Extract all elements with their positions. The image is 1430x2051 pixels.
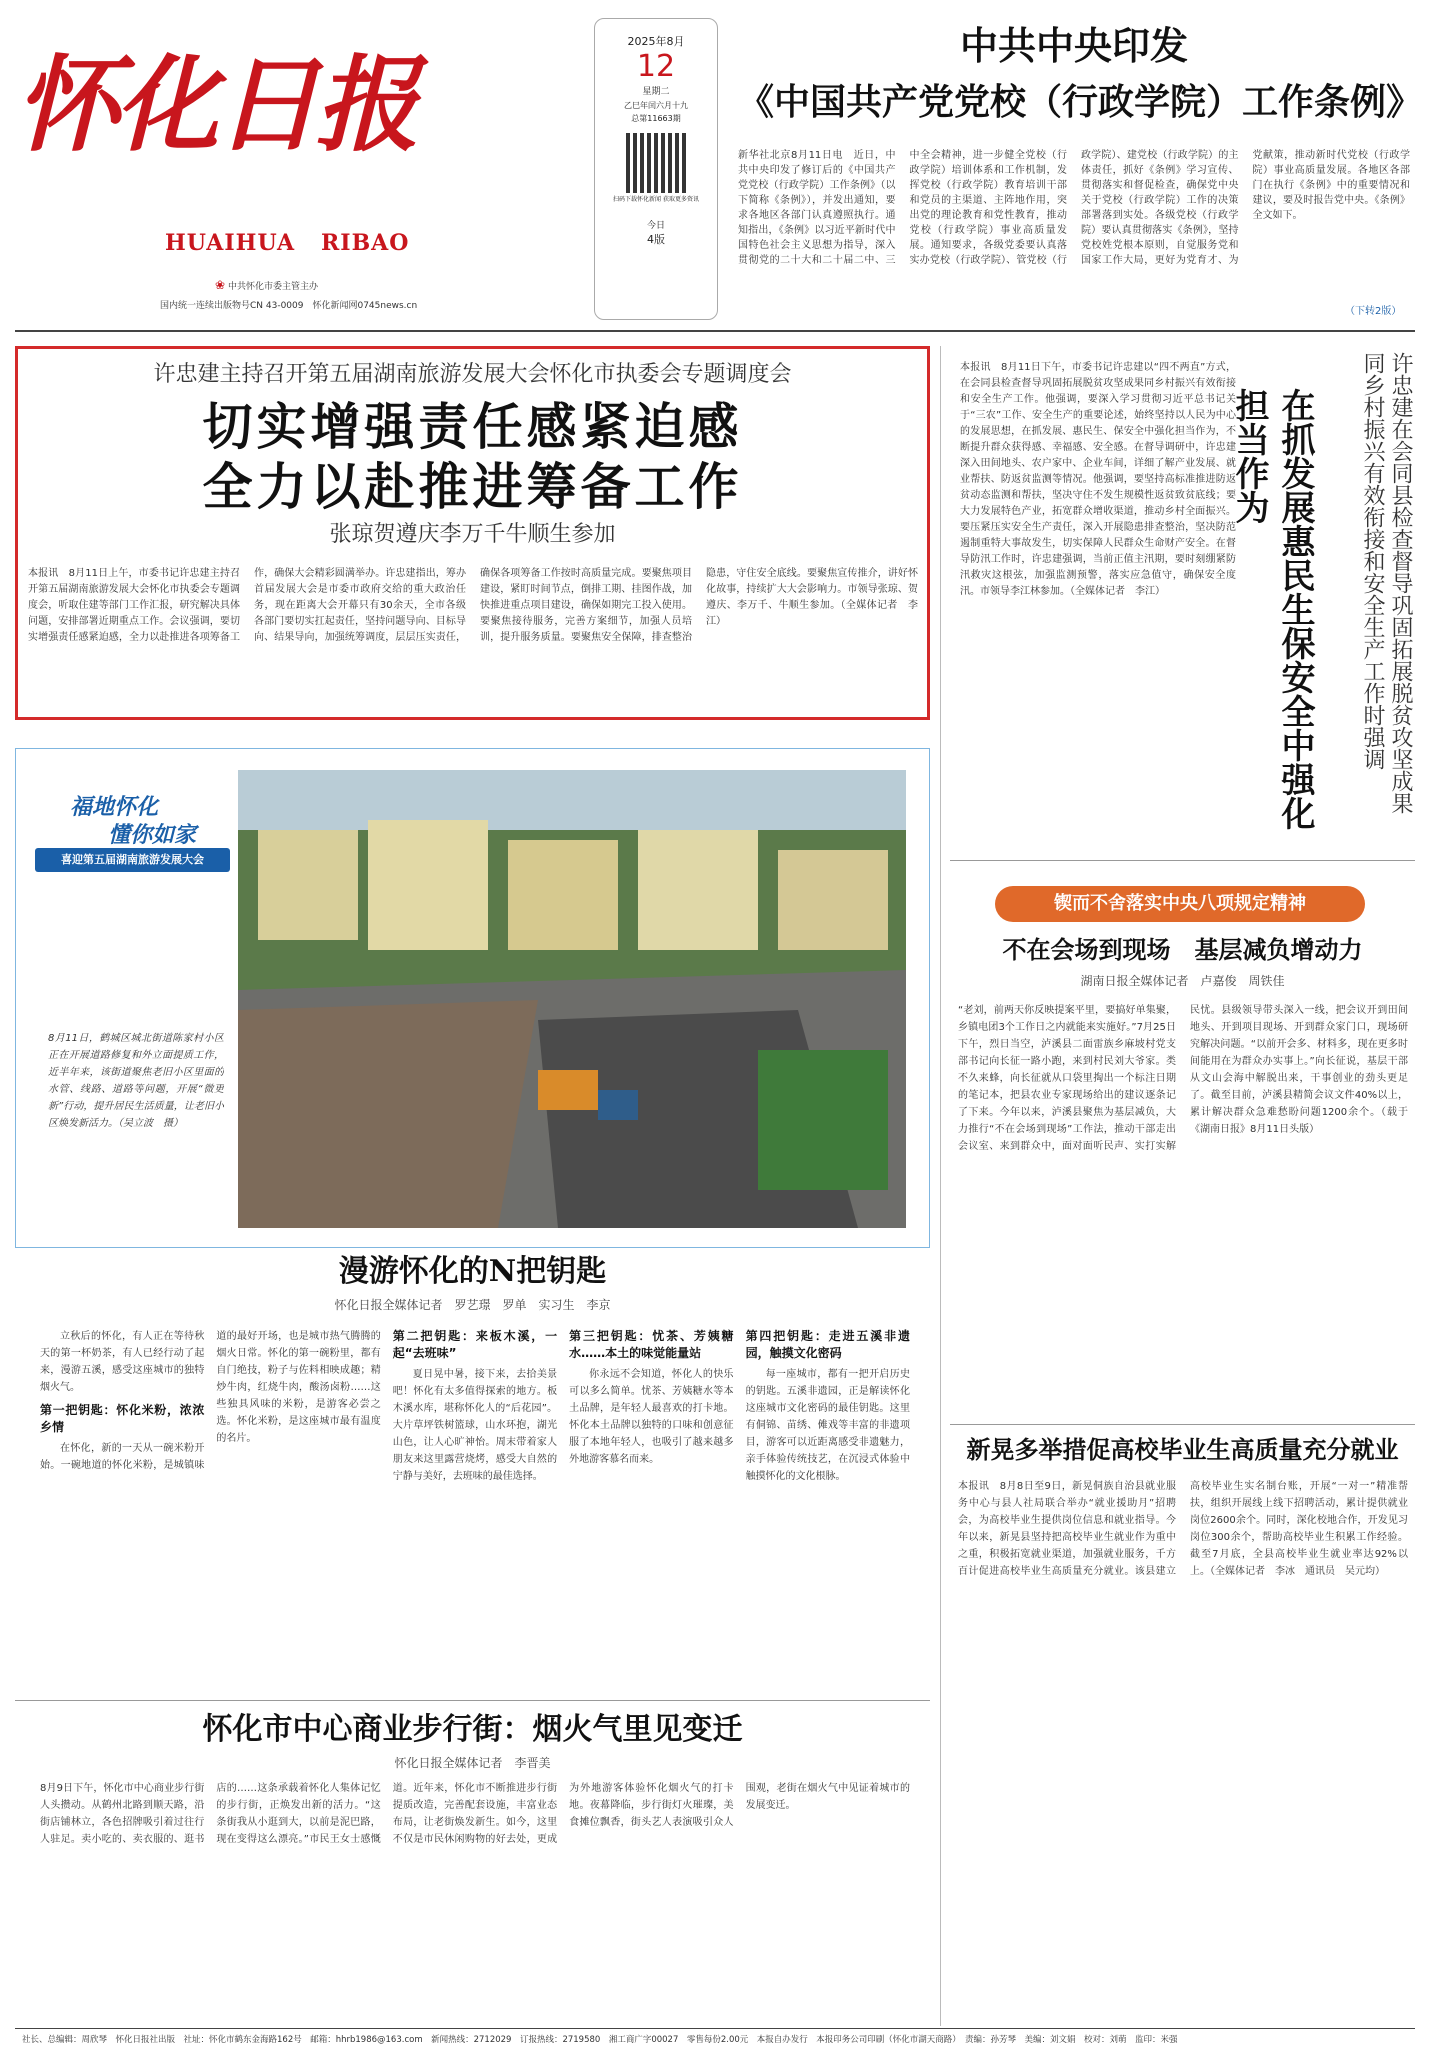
lead-body: 新华社北京8月11日电 近日，中共中央印发了修订后的《中国共产党党校（行政学院）工作条例》（以下简称《条例》），并发出通知，要求各地区各部门认真遵照执行。通知指出，《条例》以习近平新时代中国特色社会主义思想为指导，深入贯彻党的二十大和二十届二中、三中全会精神，进一步健全党校（行政学院）培训体系和工作机制，发挥党校（行政学院）教育培训干部和党员的主渠道、主阵地作用，突出党的理论教育和党性教育，推动党校（行政学院）事业高质量发展。通知要求，各级党委要认真落实办党校（行政学院）、管党校（行政学院）、建党校（行政学院）的主体责任，抓好《条例》学习宣传、贯彻落实和督促检查，确保党中央关于党校（行政学院）工作的决策部署落到实处。各级党校（行政学院）要认真贯彻落实《条例》，坚持党校姓党根本原则，自觉服务党和国家工作大局，更好为党育才、为党献策，推动新时代党校（行政学院）事业高质量发展。各地区各部门在执行《条例》中的重要情况和建议，要及时报告党中央。《条例》全文如下。: [738, 150, 1410, 266]
lead-title-2: 《中国共产党党校（行政学院）工作条例》: [738, 81, 1423, 123]
right-story-headline: 在抓发展惠民生保安全中强化担当作为: [1229, 388, 1315, 830]
special-banner: 喜迎第五届湖南旅游发展大会: [35, 848, 230, 872]
keys-sub-2: 第二把钥匙：来板木溪，一起“去班味”: [392, 1329, 558, 1360]
date-weekday: 星期二: [642, 87, 670, 97]
page-count: 4版: [647, 233, 665, 246]
eight-rules-byline: 湖南日报全媒体记者 卢嘉俊 周铁佳: [1080, 974, 1285, 988]
keys-divider: [15, 1700, 930, 1701]
keys-body-1: 在怀化，新的一天从一碗米粉开始。一碗地道的怀化米粉，是城镇味道的最好开场，也是城市热气腾腾的烟火日常。怀化的第一碗粉里，都有自门绝技，粉子与佐料相映成趣；精炒牛肉，红烧牛肉，酸汤卤粉……这些独具风味的米粉，是游客必尝之选。怀化米粉，是这座城市最有温度的名片。: [40, 1331, 381, 1471]
top-story-subhead: 张琼贺遵庆李万千牛顺生参加: [329, 522, 616, 547]
date-year-month: 2025年8月: [627, 35, 685, 48]
keys-sub-1: 第一把钥匙：怀化米粉，浓浓乡情: [40, 1403, 205, 1434]
vertical-divider: [940, 346, 941, 2026]
today-label: 今日: [646, 221, 665, 231]
eight-rules-banner: 锲而不舍落实中央八项规定精神: [995, 886, 1365, 922]
qr-caption: 扫码下载怀化新闻 获取更多资讯: [613, 196, 699, 203]
employment-body: 本报讯 8月8日至9日，新晃侗族自治县就业服务中心与县人社局联合举办“就业援助月”招聘会，为高校毕业生提供岗位信息和就业指导。今年以来，新晃县坚持把高校毕业生就业作为重中之重，积极拓宽就业渠道，加强就业服务，千方百计促进高校毕业生高质量充分就业。该县建立高校毕业生实名制台账，开展“一对一”精准帮扶，组织开展线上线下招聘活动，累计提供就业岗位2600余个。同时，深化校地合作，开发见习岗位300余个，帮助高校毕业生积累工作经验。截至7月底，全县高校毕业生就业率达92%以上。（全媒体记者 李冰 通讯员 吴元均）: [958, 1481, 1408, 1577]
keys-body-4: 每一座城市，都有一把开启历史的钥匙。五溪非遗园，正是解读怀化这座城市文化密码的最佳钥匙。这里有侗锦、苗绣、傩戏等丰富的非遗项目，游客可以近距离感受非遗魅力，亲手体验传统技艺，在沉浸式体验中触摸怀化的文化根脉。: [745, 1369, 910, 1482]
date-issue: 总第11663期: [631, 114, 681, 123]
date-lunar: 乙巳年闰六月十九: [624, 101, 688, 110]
party-emblem-icon: ❀: [215, 278, 226, 292]
date-block: [594, 18, 718, 320]
keys-body: [40, 1328, 910, 1698]
street-byline: 怀化日报全媒体记者 李晋美: [394, 1756, 551, 1770]
masthead-divider: [15, 330, 1415, 332]
keys-byline: 怀化日报全媒体记者 罗艺璟 罗单 实习生 李京: [334, 1298, 611, 1312]
masthead-pinyin: HUAIHUA RIBAO: [165, 230, 410, 256]
keys-headline: 漫游怀化的N把钥匙: [338, 1254, 607, 1289]
date-day: 12: [636, 49, 676, 84]
street-photo: [238, 770, 906, 1228]
street-body: 8月9日下午，怀化市中心商业步行街人头攒动。从鹤州北路到顺天路，沿街店铺林立，各色招牌吸引着过往行人驻足。卖小吃的、卖衣服的、逛书店的……这条承载着怀化人集体记忆的步行街，正焕发出新的活力。“这条街我从小逛到大，以前是泥巴路，现在变得这么漂亮。”市民王女士感慨道。近年来，怀化市不断推进步行街提质改造，完善配套设施，丰富业态布局，让老街焕发新生。如今，这里不仅是市民休闲购物的好去处，更成为外地游客体验怀化烟火气的打卡地。夜幕降临，步行街灯火璀璨，美食摊位飘香，街头艺人表演吸引众人围观，老街在烟火气中见证着城市的发展变迁。: [40, 1783, 910, 1845]
footer-rule: [15, 2028, 1415, 2029]
eight-rules-headline: 不在会场到现场 基层减负增动力: [1002, 935, 1363, 964]
right-story-body: 本报讯 8月11日下午，市委书记许忠建以“四不两直”方式，在会同县检查督导巩固拓展脱贫攻坚成果同乡村振兴有效衔接和安全生产工作。他强调，要深入学习贯彻习近平总书记关于“三农”工作、安全生产的重要论述，始终坚持以人民为中心的发展思想，在抓发展、惠民生、保安全中强化担当作为，不断提升群众获得感、幸福感、安全感。在督导调研中，许忠建深入田间地头、农户家中、企业车间，详细了解产业发展、就业帮扶、防返贫监测等情况。他强调，要坚持高标准推进防返贫动态监测和帮扶，坚决守住不发生规模性返贫致贫底线；要大力发展特色产业，拓宽群众增收渠道，推动乡村全面振兴。要压紧压实安全生产责任，深入开展隐患排查整治，坚决防范遏制重特大事故发生，切实保障人民群众生命财产安全。在督导防汛工作时，许忠建强调，当前正值主汛期，要时刻绷紧防汛救灾这根弦，加强监测预警，落实应急值守，确保安全度汛。市领导李江林参加。（全媒体记者 李江）: [960, 362, 1236, 597]
top-story-headline-2: 全力以赴推进筹备工作: [202, 457, 743, 516]
employment-divider: [950, 1424, 1415, 1425]
masthead-title: 怀化日报: [15, 43, 416, 166]
sponsor-line: ❀ 中共怀化市委主管主办: [215, 278, 318, 292]
keys-intro: 立秋后的怀化，有人正在等待秋天的第一杯奶茶，有人已经行动了起来，漫游五溪，感受这座城市的独特烟火气。: [40, 1331, 205, 1393]
cn-line: 国内统一连续出版物号CN 43-0009 怀化新闻网0745news.cn: [160, 301, 418, 311]
keys-sub-3: 第三把钥匙：忧茶、芳姨糖水……本土的味觉能量站: [569, 1329, 734, 1360]
right-divider: [950, 860, 1415, 861]
employment-headline: 新晃多举措促高校毕业生高质量充分就业: [966, 1435, 1399, 1464]
keys-body-2: 夏日晃中暑，接下来，去拾美景吧！怀化有太多值得探索的地方。板木溪水库，堪称怀化人的“后花园”。大片草坪铁树篮球，山水环抱，湖光山色，让人心旷神怡。周末带着家人朋友来这里露营烧烤，感受大自然的宁静与美好，去班味的最佳选择。: [392, 1369, 558, 1482]
special-caption: 8月11日，鹤城区城北街道陈家村小区正在开展道路修复和外立面提质工作，近半年来，该街道聚焦老旧小区里面的水管、线路、道路等问题，开展“微更新”行动，提升居民生活质量，让老旧小区焕发新活力。（吴立波 摄）: [48, 1033, 224, 1129]
street-headline: 怀化市中心商业步行街：烟火气里见变迁: [202, 1712, 743, 1747]
lead-title-1: 中共中央印发: [959, 23, 1188, 68]
keys-sub-4: 第四把钥匙：走进五溪非遗园，触摸文化密码: [745, 1329, 910, 1360]
top-story-body: 本报讯 8月11日上午，市委书记许忠建主持召开第五届湖南旅游发展大会怀化市执委会专题调度会，听取住建等部门工作汇报，研究解决具体问题，安排部署近期重点工作。会议强调，要切实增强责任感紧迫感，全力以赴推进各项筹备工作，确保大会精彩圆满举办。许忠建指出，筹办首届发展大会是市委市政府交给的重大政治任务，现在距离大会开幕只有30余天，全市各级各部门要切实扛起责任，坚持问题导向、目标导向、结果导向，加强统筹调度，层层压实责任，确保各项筹备工作按时高质量完成。要聚焦项目建设，紧盯时间节点，倒排工期、挂图作战，加快推进重点项目建设，确保如期完工投入使用。要聚焦接待服务，完善方案细节，加强人员培训，提升服务质量。要聚焦安全保障，排查整治隐患，守住安全底线。要聚焦宣传推介，讲好怀化故事，持续扩大大会影响力。市领导张琼、贺遵庆、李万千、牛顺生参加。（全媒体记者 李江）: [28, 568, 918, 643]
keys-body-3: 你永远不会知道，怀化人的快乐可以多么简单。忧茶、芳姨糖水等本土品牌，是年轻人最喜欢的打卡地。怀化本土品牌以独特的口味和创意征服了本地年轻人，也吸引了越来越多外地游客慕名而来。: [569, 1369, 734, 1465]
top-story-headline-1: 切实增强责任感紧迫感: [202, 397, 743, 456]
special-logo-2: 懂你如家: [108, 822, 197, 848]
special-logo-1: 福地怀化: [70, 794, 159, 820]
lead-jump[interactable]: （下转2版）: [1345, 306, 1402, 317]
qr-code[interactable]: [626, 133, 686, 193]
footer-info: 社长、总编辑：周欣琴 怀化日报社出版 社址：怀化市鹤东金海路162号 邮箱：hhrb1986@163.com 新闻热线：2712029 订报热线：2719580 湘工商广字00027 零售每份2.00元 本报自办发行 本报印务公司印刷（怀化市湖天商路） 责编：孙芳琴 美编：刘文娟 校对：刘萌 监印：米强: [22, 2035, 1178, 2045]
top-story-kicker: 许忠建主持召开第五届湖南旅游发展大会怀化市执委会专题调度会: [153, 362, 792, 387]
eight-rules-body: “老刘，前两天你反映提案平里，要搞好单集聚，乡镇电团3个工作日之内就能来实施好。”7月25日下午，烈日当空，泸溪县二面雷族乡麻坡村党支部书记向长征一路小跑，来到村民刘大爷家。类不久来蜂，向长征就从口袋里掏出一个标注日期的笔记本，把县农业专家现场给出的建议逐条记了下来。今年以来，泸溪县聚焦为基层减负，大力推行“不在会场到现场”工作法，推动干部走出会议室、来到群众中，面对面听民声、实打实解民忧。县级领导带头深入一线，把会议开到田间地头、开到项目现场、开到群众家门口，现场研究解决问题。“以前开会多、材料多，现在更多时间能用在为群众办实事上。”向长征说，基层干部从文山会海中解脱出来，干事创业的劲头更足了。截至目前，泸溪县精简会议文件40%以上，累计解决群众急难愁盼问题1200余个。（载于《湖南日报》8月11日头版）: [958, 1005, 1408, 1152]
right-story-subhead: 许忠建在会同县检查督导巩固拓展脱贫攻坚成果同乡村振兴有效衔接和安全生产工作时强调: [1360, 352, 1413, 814]
